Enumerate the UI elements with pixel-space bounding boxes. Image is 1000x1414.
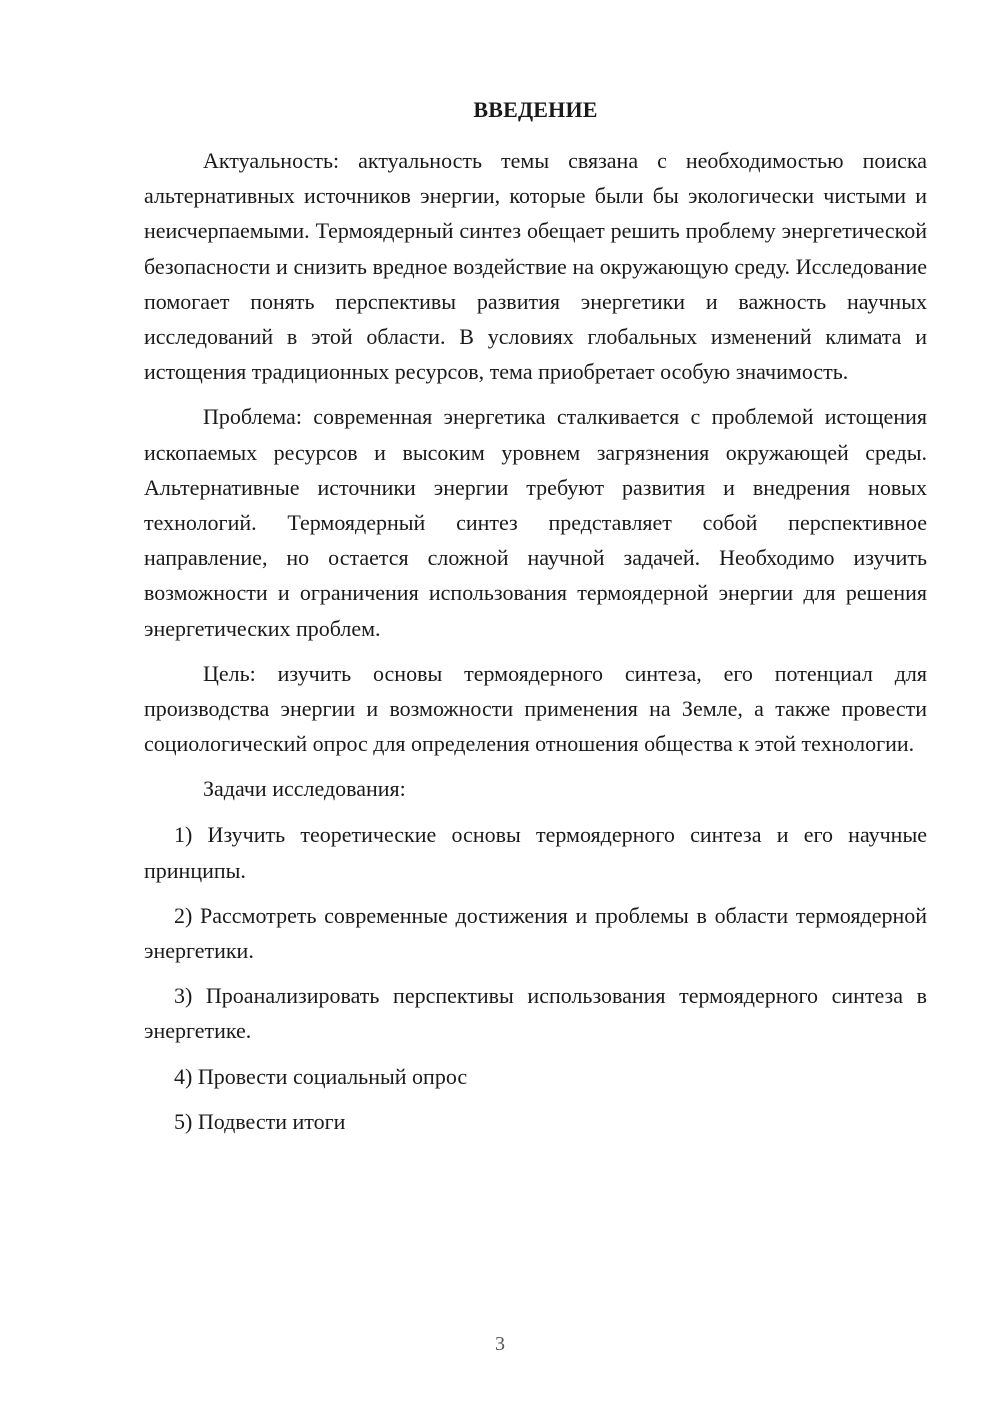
task-item-5: 5) Подвести итоги — [174, 1108, 346, 1134]
tasks-title: Задачи исследования: — [203, 776, 406, 802]
page-number: 3 — [495, 1333, 505, 1355]
paragraph-relevance: Актуальность: актуальность темы связана с необходимостью поиска альтернативных источников энергии, которые были бы экологически чистыми и неисчерпаемыми. Термоядерный синтез обещает решить проблему энергетической безопасности и снизить вредное воздействие на окружающую среду. Исследование помогает понять перспективы развития энергетики и важность научных исследований в этой области. В условиях глобальных изменений климата и истощения традиционных ресурсов, тема приобретает особую значимость. — [144, 148, 927, 385]
document-page — [144, 92, 927, 1149]
paragraph-problem: Проблема: современная энергетика сталкивается с проблемой истощения ископаемых ресурсов и высоким уровнем загрязнения окружающей среды. Альтернативные источники энергии требуют развития и внедрения новых технологий. Термоядерный синтез представляет собой перспективное направление, но остается сложной научной задачей. Необходимо изучить возможности и ограничения использования термоядерной энергии для решения энергетических проблем. — [144, 404, 927, 641]
task-item-1: 1) Изучить теоретические основы термоядерного синтеза и его научные принципы. — [144, 822, 927, 883]
task-item-2: 2) Рассмотреть современные достижения и проблемы в области термоядерной энергетики. — [144, 902, 927, 964]
task-item-4: 4) Провести социальный опрос — [174, 1063, 468, 1089]
task-item-3: 3) Проанализировать перспективы использования термоядерного синтеза в энергетике. — [144, 983, 927, 1044]
paragraph-goal: Цель: изучить основы термоядерного синтеза, его потенциал для производства энергии и возможности применения на Земле, а также провести социологический опрос для определения отношения общества к этой технологии. — [144, 660, 927, 757]
section-heading: ВВЕДЕНИЕ — [473, 97, 598, 122]
